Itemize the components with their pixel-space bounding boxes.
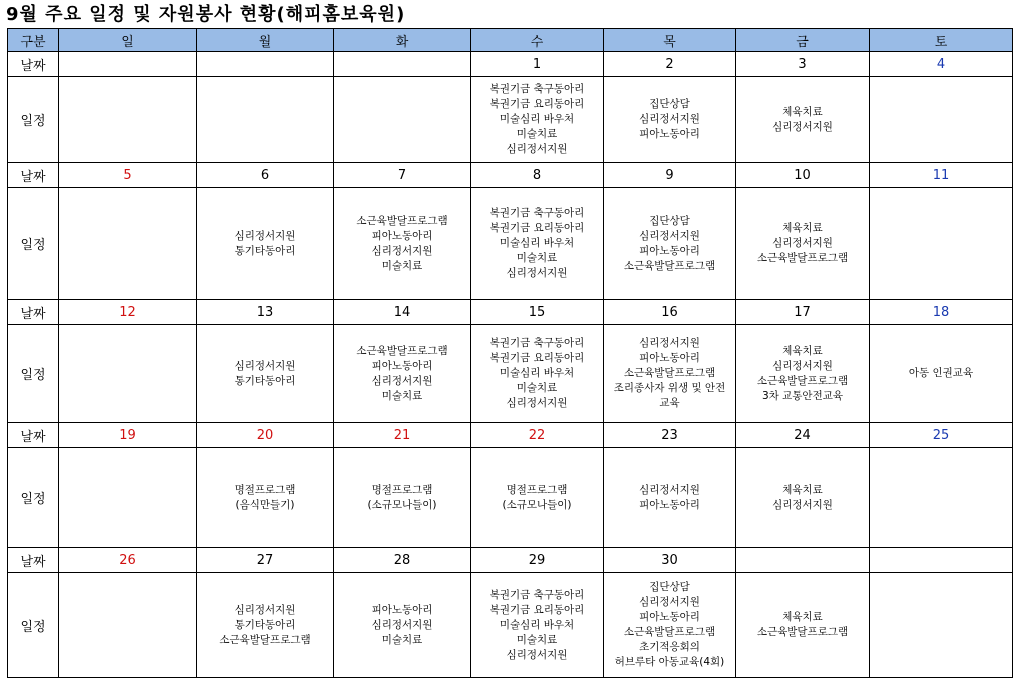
schedule-item: 피아노동아리: [371, 603, 433, 616]
schedule-calendar: [7, 28, 1013, 678]
schedule-item: 미술치료: [516, 128, 558, 140]
schedule-item: 미술심리 바우처: [499, 113, 575, 125]
schedule-item: 3차 교통안전교육: [761, 389, 844, 402]
schedule-cell-sunday: [59, 448, 197, 548]
schedule-row: [8, 188, 1013, 300]
schedule-item: 명절프로그램: [371, 483, 433, 496]
schedule-cell-thursday: [604, 188, 736, 300]
date-row: [8, 548, 1013, 573]
date-cell-friday: 3: [736, 52, 870, 77]
schedule-cell-monday: [197, 573, 334, 678]
schedule-item: 복권기금 축구동아리: [489, 83, 585, 95]
date-cell-thursday: 2: [604, 52, 736, 77]
schedule-item: 심리정서지원: [234, 359, 296, 372]
date-cell-tuesday: 7: [334, 163, 471, 188]
schedule-item: 피아노동아리: [639, 244, 700, 257]
date-cell-wednesday: 15: [471, 300, 604, 325]
schedule-row: [8, 77, 1013, 163]
date-cell-friday: 17: [736, 300, 870, 325]
date-row-label: 날짜: [8, 300, 59, 325]
page-title: 9월 주요 일정 및 자원봉사 현황(해피홈보육원): [6, 4, 406, 25]
schedule-item: 체육치료: [782, 105, 823, 118]
schedule-cell-sunday: [59, 325, 197, 423]
date-cell-saturday: 11: [870, 163, 1013, 188]
schedule-item: 복권기금 요리동아리: [489, 222, 585, 234]
schedule-item: 집단상담: [649, 98, 690, 110]
schedule-item: 심리정서지원: [506, 397, 568, 409]
schedule-item: 초기적응회의: [639, 641, 700, 653]
header-monday: 월: [197, 29, 334, 52]
schedule-item: 심리정서지원: [506, 267, 568, 279]
schedule-item: (음식만들기): [235, 498, 295, 511]
schedule-cell-monday: [197, 448, 334, 548]
schedule-row: [8, 325, 1013, 423]
date-cell-tuesday: 14: [334, 300, 471, 325]
schedule-cell-friday: [736, 573, 870, 678]
date-cell-friday: 24: [736, 423, 870, 448]
schedule-cell-tuesday: [334, 188, 471, 300]
schedule-item: 피아노동아리: [639, 498, 700, 511]
schedule-item: 허브루타 아동교육(4회): [614, 656, 725, 668]
schedule-item: 피아노동아리: [371, 229, 433, 242]
schedule-item: 소근육발달프로그램: [623, 626, 716, 638]
schedule-cell-thursday: [604, 573, 736, 678]
schedule-row-label: 일정: [8, 188, 59, 300]
date-cell-saturday: 25: [870, 423, 1013, 448]
schedule-cell-thursday: [604, 448, 736, 548]
schedule-item: (소규모나들이): [367, 498, 437, 511]
header-wednesday: 수: [471, 29, 604, 52]
schedule-item: 소근육발달프로그램: [356, 344, 448, 357]
schedule-item: 심리정서지원: [371, 374, 433, 387]
schedule-item: 심리정서지원: [772, 359, 833, 372]
schedule-item: 심리정서지원: [772, 120, 833, 133]
date-cell-saturday: 4: [870, 52, 1013, 77]
schedule-cell-saturday: [870, 325, 1013, 423]
schedule-item: 미술치료: [381, 633, 423, 646]
header-friday: 금: [736, 29, 870, 52]
date-row: [8, 52, 1013, 77]
schedule-cell-wednesday: [471, 188, 604, 300]
header-category: 구분: [8, 29, 59, 52]
date-cell-monday: 13: [197, 300, 334, 325]
schedule-item: 소근육발달프로그램: [623, 259, 716, 272]
schedule-cell-friday: [736, 325, 870, 423]
schedule-cell-monday: [197, 188, 334, 300]
date-cell-monday: [197, 52, 334, 77]
schedule-item: 피아노동아리: [371, 359, 433, 372]
date-row-label: 날짜: [8, 52, 59, 77]
date-cell-friday: [736, 548, 870, 573]
header-thursday: 목: [604, 29, 736, 52]
date-cell-sunday: [59, 52, 197, 77]
date-cell-thursday: 16: [604, 300, 736, 325]
schedule-item: 복권기금 요리동아리: [489, 352, 585, 364]
schedule-item: 미술심리 바우처: [499, 367, 575, 379]
schedule-item: 심리정서지원: [639, 337, 700, 349]
schedule-cell-monday: [197, 325, 334, 423]
schedule-item: 심리정서지원: [506, 143, 568, 155]
date-cell-saturday: [870, 548, 1013, 573]
schedule-cell-thursday: [604, 77, 736, 163]
schedule-item: 심리정서지원: [506, 648, 568, 661]
schedule-item: 소근육발달프로그램: [756, 626, 849, 638]
schedule-cell-wednesday: [471, 448, 604, 548]
header-tuesday: 화: [334, 29, 471, 52]
schedule-cell-saturday: [870, 77, 1013, 163]
schedule-cell-wednesday: [471, 325, 604, 423]
date-cell-sunday: 12: [59, 300, 197, 325]
date-cell-tuesday: 28: [334, 548, 471, 573]
schedule-item: 미술치료: [516, 382, 558, 394]
schedule-row-label: 일정: [8, 325, 59, 423]
schedule-item: 통기타동아리: [234, 244, 296, 257]
schedule-item: 명절프로그램: [234, 483, 296, 496]
schedule-row: [8, 448, 1013, 548]
date-cell-wednesday: 1: [471, 52, 604, 77]
schedule-item: 심리정서지원: [234, 229, 296, 242]
date-row: [8, 300, 1013, 325]
schedule-cell-wednesday: [471, 573, 604, 678]
schedule-item: 미술심리 바우처: [499, 237, 575, 249]
date-cell-thursday: 23: [604, 423, 736, 448]
schedule-item: 심리정서지원: [639, 229, 700, 242]
schedule-cell-tuesday: [334, 448, 471, 548]
schedule-item: 아동 인권교육: [908, 367, 974, 379]
schedule-item: 심리정서지원: [371, 244, 433, 257]
date-row: [8, 423, 1013, 448]
date-row-label: 날짜: [8, 423, 59, 448]
schedule-cell-saturday: [870, 188, 1013, 300]
schedule-item: 심리정서지원: [639, 483, 700, 496]
schedule-item: 심리정서지원: [371, 618, 433, 631]
date-cell-sunday: 26: [59, 548, 197, 573]
schedule-item: 복권기금 요리동아리: [489, 98, 585, 110]
schedule-item: 소근육발달프로그램: [356, 214, 448, 227]
schedule-item: 집단상담: [649, 214, 690, 227]
schedule-cell-wednesday: [471, 77, 604, 163]
date-cell-tuesday: 21: [334, 423, 471, 448]
date-cell-sunday: 5: [59, 163, 197, 188]
schedule-item: 소근육발달프로그램: [756, 374, 849, 387]
date-cell-sunday: 19: [59, 423, 197, 448]
schedule-item: 명절프로그램: [506, 483, 568, 496]
schedule-cell-saturday: [870, 448, 1013, 548]
schedule-item: (소규모나들이): [502, 498, 572, 511]
schedule-item: 복권기금 축구동아리: [489, 207, 585, 219]
schedule-item: 미술치료: [381, 259, 423, 272]
date-cell-thursday: 9: [604, 163, 736, 188]
schedule-item: 미술심리 바우처: [499, 618, 575, 631]
schedule-item: 통기타동아리: [234, 618, 296, 631]
schedule-cell-tuesday: [334, 573, 471, 678]
schedule-cell-friday: [736, 448, 870, 548]
schedule-item: 체육치료: [782, 222, 823, 234]
schedule-item: 심리정서지원: [639, 596, 700, 608]
header-row: [8, 29, 1013, 52]
schedule-item: 조리종사자 위생 및 안전: [613, 382, 726, 394]
date-cell-monday: 6: [197, 163, 334, 188]
schedule-item: 심리정서지원: [234, 603, 296, 616]
schedule-cell-sunday: [59, 188, 197, 300]
schedule-item: 미술치료: [381, 389, 423, 402]
date-cell-tuesday: [334, 52, 471, 77]
date-row: [8, 163, 1013, 188]
schedule-item: 통기타동아리: [234, 374, 296, 387]
schedule-item: 피아노동아리: [639, 128, 700, 140]
schedule-row: [8, 573, 1013, 678]
schedule-item: 체육치료: [782, 483, 823, 496]
schedule-item: 교육: [659, 397, 680, 409]
schedule-item: 소근육발달프로그램: [623, 367, 716, 379]
schedule-item: 심리정서지원: [772, 498, 833, 511]
date-row-label: 날짜: [8, 163, 59, 188]
date-cell-thursday: 30: [604, 548, 736, 573]
date-cell-monday: 20: [197, 423, 334, 448]
schedule-item: 복권기금 축구동아리: [489, 588, 585, 601]
schedule-row-label: 일정: [8, 573, 59, 678]
header-saturday: 토: [870, 29, 1013, 52]
date-cell-monday: 27: [197, 548, 334, 573]
header-sunday: 일: [59, 29, 197, 52]
schedule-item: 체육치료: [782, 611, 823, 623]
date-cell-wednesday: 22: [471, 423, 604, 448]
schedule-item: 복권기금 요리동아리: [489, 603, 585, 616]
schedule-cell-tuesday: [334, 77, 471, 163]
schedule-item: 피아노동아리: [639, 611, 700, 623]
schedule-item: 소근육발달프로그램: [756, 252, 849, 264]
schedule-cell-friday: [736, 77, 870, 163]
schedule-cell-tuesday: [334, 325, 471, 423]
schedule-cell-sunday: [59, 573, 197, 678]
date-cell-friday: 10: [736, 163, 870, 188]
schedule-item: 심리정서지원: [772, 237, 833, 249]
schedule-cell-friday: [736, 188, 870, 300]
date-cell-saturday: 18: [870, 300, 1013, 325]
schedule-cell-sunday: [59, 77, 197, 163]
schedule-cell-saturday: [870, 573, 1013, 678]
schedule-item: 피아노동아리: [639, 352, 700, 364]
schedule-row-label: 일정: [8, 448, 59, 548]
schedule-item: 복권기금 축구동아리: [489, 337, 585, 349]
date-row-label: 날짜: [8, 548, 59, 573]
schedule-item: 체육치료: [782, 344, 823, 357]
date-cell-wednesday: 29: [471, 548, 604, 573]
schedule-item: 심리정서지원: [639, 113, 700, 125]
schedule-item: 미술치료: [516, 252, 558, 264]
date-cell-wednesday: 8: [471, 163, 604, 188]
schedule-cell-thursday: [604, 325, 736, 423]
schedule-item: 미술치료: [516, 633, 558, 646]
schedule-cell-monday: [197, 77, 334, 163]
schedule-row-label: 일정: [8, 77, 59, 163]
schedule-item: 집단상담: [649, 581, 690, 593]
schedule-item: 소근육발달프로그램: [219, 633, 311, 646]
